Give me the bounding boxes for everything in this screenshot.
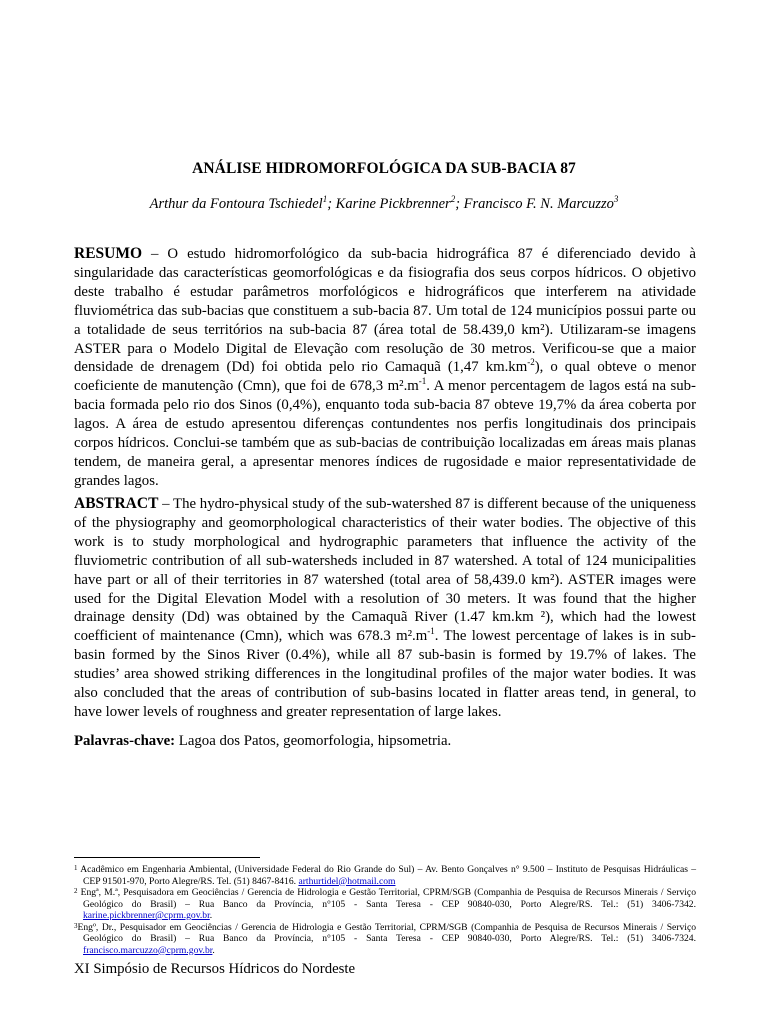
footnote-text: Engº, Dr., Pesquisador em Geociências / Gerencia de Hidrologia e Gestão Territorial, CPRM/SGB (Companhia de Pesquisa de Recursos Minerais / Serviço Geológico do Brasil) – Rua Banco da Província, n°105 - Santa Teresa - CEP 90840-030, Porto Alegre/RS. Tel.: (51) 3406-7324.	[77, 921, 696, 944]
keywords	[74, 733, 451, 750]
footnote-punctuation: .	[212, 944, 215, 956]
keywords-text: Lagoa dos Patos, geomorfologia, hipsometria.	[175, 733, 452, 749]
abstract-text: . The lowest percentage of lakes is in sub-basin formed by the Sinos River (0.4%), while all 87 sub-basin is formed by 19.7% of lakes. The studies’ area showed striking differences in the longitudinal profiles of the major water bodies. It was also concluded that the areas of contribution of sub-basins located in flatter areas tend, in general, to have lower levels of roughness and greater representation of large lakes.	[74, 628, 696, 720]
footnote-divider	[74, 857, 260, 858]
footnote-email-link[interactable]: francisco.marcuzzo@cprm.gov.br	[83, 944, 213, 956]
author-list	[0, 196, 768, 213]
author-1: Arthur da Fontoura Tschiedel	[149, 196, 323, 212]
resumo-section	[74, 245, 696, 491]
footnotes	[74, 864, 696, 956]
resumo-label: RESUMO	[74, 245, 143, 262]
author-3-affiliation-mark: 3	[613, 194, 619, 205]
footnote-3	[74, 922, 696, 957]
footnote-number: 3	[74, 921, 78, 930]
resumo-superscript: -2	[527, 357, 535, 368]
page-footer: XI Simpósio de Recursos Hídricos do Nordeste	[74, 961, 356, 977]
footnote-email-link[interactable]: karine.pickbrenner@cprm.gov.br	[83, 910, 210, 921]
footnote-punctuation: .	[209, 910, 213, 921]
resumo-superscript: -1	[418, 376, 427, 387]
abstract-label: ABSTRACT	[74, 495, 159, 512]
footnote-1	[74, 864, 696, 887]
resumo-text: – O estudo hidromorfológico da sub-bacia hidrográfica 87 é diferenciado devido à singularidade das características geomorfológicas e da fisiografia dos seus corpos hídricos. O objetivo deste trabalho é estudar parâmetros morfológicos e hidrográficos que interferem na atividade fluviométrica das sub-bacias que constituem a sub-bacia 87. Um total de 124 municípios possui parte ou a totalidade de seus territórios na sub-bacia 87 (área total de 58.439,0 km²). Utilizaram-se imagens ASTER para o Modelo Digital de Elevação com resolução de 30 metros. Verificou-se que a maior densidade de drenagem (Dd) foi obtida pelo rio Camaquã (1,47 km.km	[74, 246, 696, 376]
footnote-number: 1	[74, 864, 78, 872]
author-separator: ;	[327, 196, 336, 212]
resumo-text: . A menor percentagem de lagos está na sub-bacia formada pelo rio dos Sinos (0,4%), enquanto toda sub-bacia 87 obteve 19,7% da área coberta por lagos. A área de estudo apresentou diferenças contundentes nos perfis longitudinais dos principais corpos hídricos. Conclui-se também que as sub-bacias de contribuição localizadas em áreas mais planas tendem, de maneira geral, a apresentar menores índices de rugosidade e maior representatividade de grandes lagos.	[74, 378, 696, 489]
author-3: Francisco F. N. Marcuzzo	[463, 196, 614, 212]
footnote-2	[74, 887, 696, 922]
author-2: Karine Pickbrenner	[335, 196, 451, 212]
footnote-number: 2	[74, 887, 78, 895]
abstract-superscript: -1	[427, 626, 435, 637]
abstract-text: – The hydro-physical study of the sub-watershed 87 is different because of the uniqueness of the physiography and geomorphological characteristics of their water bodies. The objective of this work is to study morphological and hydrographic parameters that influence the activity of the fluviometric contribution of all sub-watersheds included in 87 watershed. A total of 124 municipalities have part or all of their territories in 87 watershed (total area of 58,439.0 km²). ASTER images were used for the Digital Elevation Model with a resolution of 30 meters. It was found that the higher drainage density (Dd) was obtained by the Camaquã River (1.47 km.km ²), which had the lowest coefficient of maintenance (Cmn), which was 678.3 m².m	[74, 496, 696, 645]
footnote-text: Engª, M.ª, Pesquisadora em Geociências / Gerencia de Hidrologia e Gestão Territorial, CPRM/SGB (Companhia de Pesquisa de Recursos Minerais / Serviço Geológico do Brasil) – Rua Banco da Província, n°105 - Santa Teresa - CEP 90840-030, Porto Alegre/RS. Tel.: (51) 3406-7342.	[77, 887, 696, 910]
abstract-section	[74, 495, 696, 722]
resumo-text: ), o qual obteve o menor coeficiente de manutenção (Cmn), que foi de 678,3 m².m	[74, 359, 697, 395]
author-1-affiliation-mark: 1	[322, 194, 328, 205]
paper-title: ANÁLISE HIDROMORFOLÓGICA DA SUB-BACIA 87	[192, 160, 576, 177]
keywords-label: Palavras-chave:	[74, 733, 176, 749]
footnote-text: Acadêmico em Engenharia Ambiental, (Universidade Federal do Rio Grande do Sul) – Av. Bento Gonçalves n° 9.500 – Instituto de Pesquisas Hidráulicas – CEP 91501-970, Porto Alegre/RS. Tel. (51) 8467-8416.	[77, 864, 696, 887]
footnote-email-link[interactable]: arthurtidel@hotmail.com	[298, 875, 396, 887]
author-2-affiliation-mark: 2	[450, 194, 456, 205]
author-separator: ;	[455, 196, 464, 212]
